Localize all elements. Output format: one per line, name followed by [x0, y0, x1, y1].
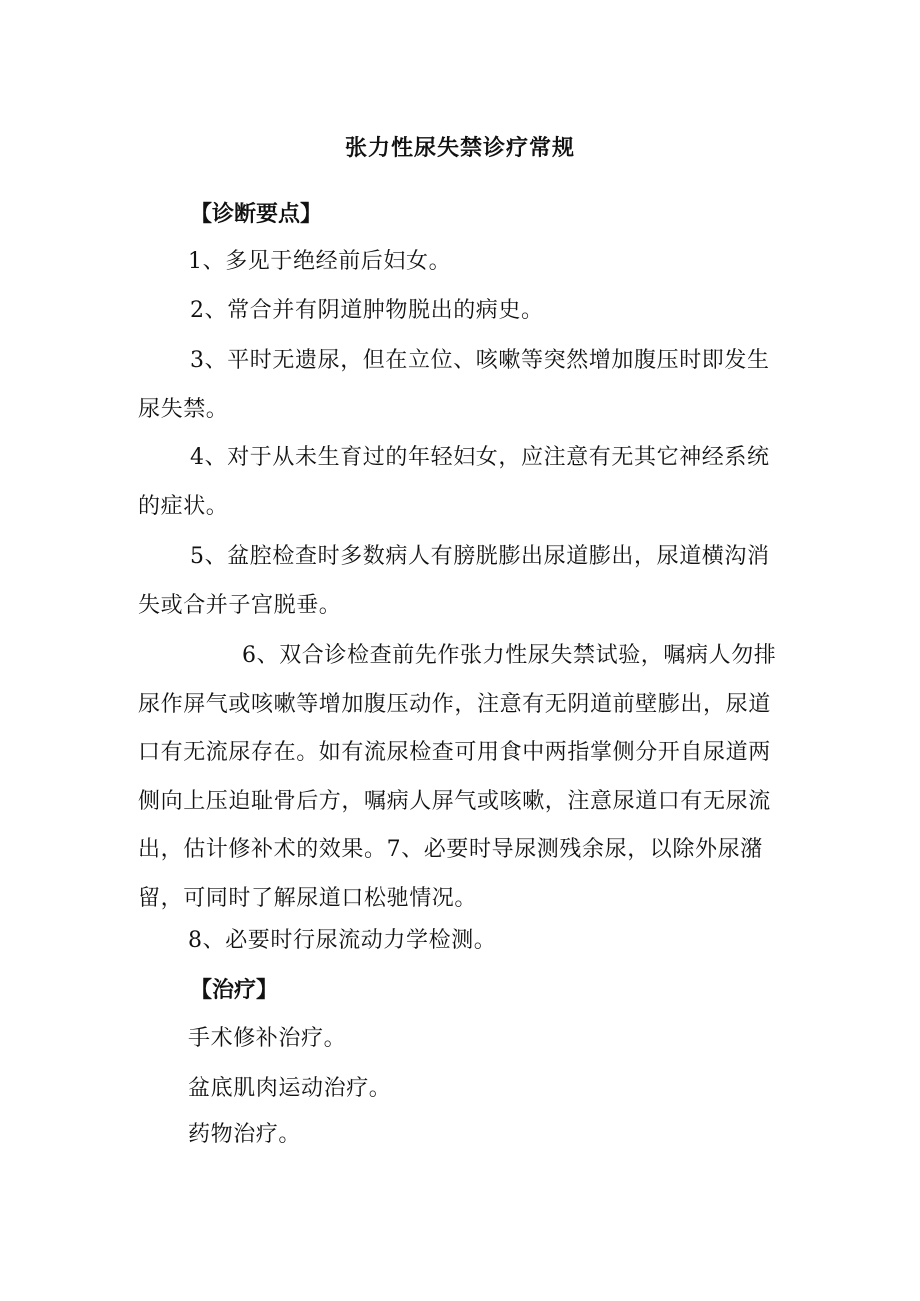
diagnosis-item-3: 3、平时无遗尿，但在立位、咳嗽等突然增加腹压时即发生尿失禁。: [138, 348, 770, 422]
treatment-item-1: 手术修补治疗。: [188, 1026, 347, 1051]
diagnosis-item-8: 8、必要时行尿流动力学检测。: [188, 928, 497, 953]
diagnosis-heading: 【诊断要点】: [190, 202, 323, 227]
document-title: 张力性尿失禁诊疗常规: [344, 136, 575, 161]
diagnosis-item-6: 6、双合诊检查前先作张力性尿失禁试验，嘱病人勿排尿作屏气或咳嗽等增加腹压动作，注意有无阴道前壁膨出，尿道口有无流尿存在。如有流尿检查可用食中两指掌侧分开自尿道两侧向上压迫耻骨后方，嘱病人屏气或咳嗽，注意尿道口有无尿流出，估计修补术的效果。7、必要时导尿测残余尿，以除外尿潴留，可同时了解尿道口松驰情况。: [138, 643, 777, 911]
diagnosis-item-5: 5、盆腔检查时多数病人有膀胱膨出尿道膨出，尿道横沟消失或合并子宫脱垂。: [138, 544, 770, 618]
treatment-item-2: 盆底肌肉运动治疗。: [188, 1076, 392, 1101]
diagnosis-item-4: 4、对于从未生育过的年轻妇女，应注意有无其它神经系统的症状。: [138, 445, 770, 519]
diagnosis-item-2: 2、常合并有阴道肿物脱出的病史。: [190, 298, 544, 323]
diagnosis-item-1: 1、多见于绝经前后妇女。: [188, 249, 452, 274]
treatment-heading: 【治疗】: [190, 978, 279, 1003]
treatment-item-3: 药物治疗。: [188, 1122, 302, 1147]
